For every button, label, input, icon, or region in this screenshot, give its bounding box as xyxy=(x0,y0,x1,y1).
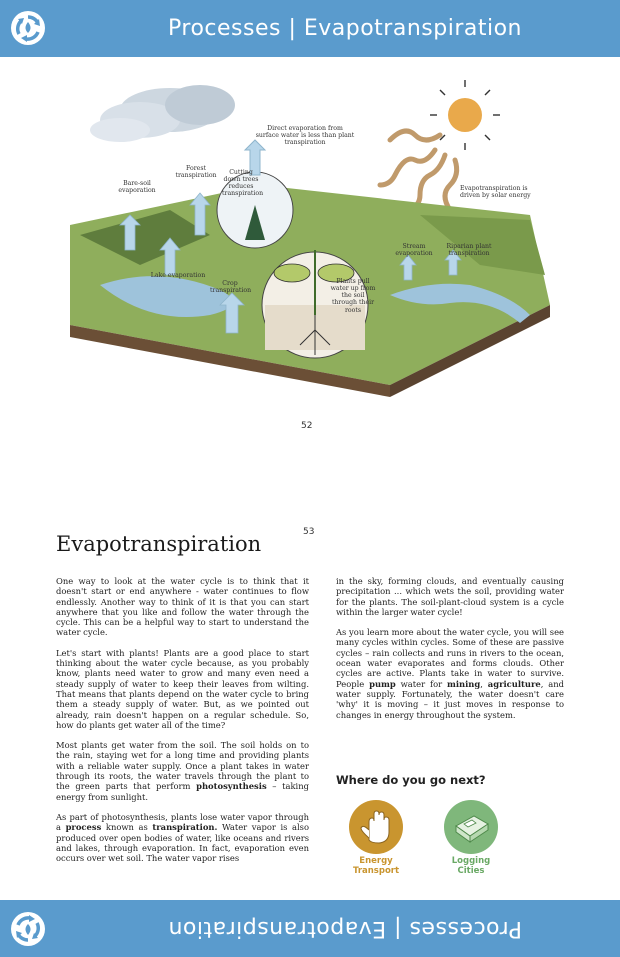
label-cutting-down-trees: Cutting down trees reduces transpiration xyxy=(222,169,264,198)
page-number-lower: 53 xyxy=(303,527,315,537)
nav-logging-cities[interactable] xyxy=(431,800,511,876)
paragraph: As you learn more about the water cycle, you will see many cycles within cycles. Some of these are passive cycles – rain collects and runs in rivers to the ocean, ocean water evaporates and forms clouds. Other cycles are active. Plants take in water to survive. People pump water for mining, agriculture, and water supply. Fortunately, the water doesn't care 'why' it is moving – it just moves in response to changes in energy throughout the system. xyxy=(336,627,564,720)
keyword-photosynthesis: photosynthesis xyxy=(196,781,267,792)
nav-logging-label-1: Logging xyxy=(451,856,491,866)
paragraph: Most plants get water from the soil. The soil holds on to the rain, staying wet for a long time and providing plants with a reliable water supply. Once a plant takes in water through its roots, the water travels through the plant to the green parts that perform photosynthesis – taking energy from sunlight. xyxy=(56,740,309,802)
nav-energy-label-1: Energy xyxy=(359,856,393,866)
header-bar xyxy=(0,0,620,57)
label-stream-evaporation: Stream evaporation xyxy=(395,243,433,258)
keyword-mining: mining xyxy=(446,678,481,689)
keyword-transpiration: transpiration. xyxy=(152,822,218,833)
label-lake-evaporation: Lake evaporation xyxy=(150,272,206,279)
label-forest-transpiration: Forest transpiration xyxy=(175,165,217,180)
label-driven-by-solar-energy: Evapotranspiration is driven by solar energy xyxy=(460,185,531,200)
article-left-column xyxy=(56,576,309,873)
keyword-pump: pump xyxy=(369,678,396,689)
keyword-process: process xyxy=(65,822,102,833)
sun-icon xyxy=(430,80,500,150)
label-direct-evaporation: Direct evaporation from surface water is less than plant transpiration xyxy=(255,125,355,147)
hand-icon xyxy=(349,800,403,854)
paragraph: One way to look at the water cycle is to think that it doesn't start or end anywhere - water continues to flow endlessly. Another way to think of it is that you can start anywhere that you like and follow the water through the cycle. This can be a helpful way to start to understand the water cycle. xyxy=(56,576,309,638)
article-right-column xyxy=(336,576,564,730)
article-title: Evapotranspiration xyxy=(56,532,262,556)
footer-title: Processes | Evapotranspiration xyxy=(168,916,522,941)
city-icon xyxy=(444,800,498,854)
paragraph: in the sky, forming clouds, and eventually causing precipitation ... which wets the soil, providing water for the plants. The soil-plant-cloud system is a cycle within the larger water cycle! xyxy=(336,576,564,617)
header-title: Processes | Evapotranspiration xyxy=(168,16,522,41)
footer-bar xyxy=(0,900,620,957)
nav-energy-label-2: Transport xyxy=(352,866,400,876)
label-riparian-plant-transpiration: Riparian plant transpiration xyxy=(446,243,492,258)
nav-energy-transport[interactable] xyxy=(336,800,416,876)
paragraph: Let's start with plants! Plants are a good place to start thinking about the water cycle because, as you probably know, plants need water to grow and many even need a steady supply of water to keep their leaves from wilting. That means that plants depend on the water cycle to bring them a steady supply of water. But, as we pointed out already, rain doesn't happen on a regular schedule. So, how do plants get water all of the time? xyxy=(56,647,309,730)
nav-logging-label-2: Cities xyxy=(457,866,485,876)
water-cycle-logo-icon xyxy=(10,10,46,46)
cloud-icon xyxy=(90,85,235,142)
paragraph: As part of photosynthesis, plants lose water vapor through a process known as transpiration. Water vapor is also produced over open bodies of water, like oceans and rivers and lakes, through evaporation. In fact, evaporation even occurs over wet soil. The water vapor rises xyxy=(56,811,310,864)
label-bare-soil-evaporation: Bare-soil evaporation xyxy=(118,180,156,195)
label-crop-transpiration: Crop transpiration xyxy=(210,280,252,295)
page-number-upper: 52 xyxy=(301,421,313,431)
keyword-agriculture: agriculture xyxy=(487,678,541,689)
water-cycle-logo-icon xyxy=(10,911,46,947)
water-cycle-illustration xyxy=(60,75,560,405)
next-heading: Where do you go next? xyxy=(336,773,486,787)
label-plants-pull-water: Plants pull water up from the soil through their roots xyxy=(330,278,376,314)
